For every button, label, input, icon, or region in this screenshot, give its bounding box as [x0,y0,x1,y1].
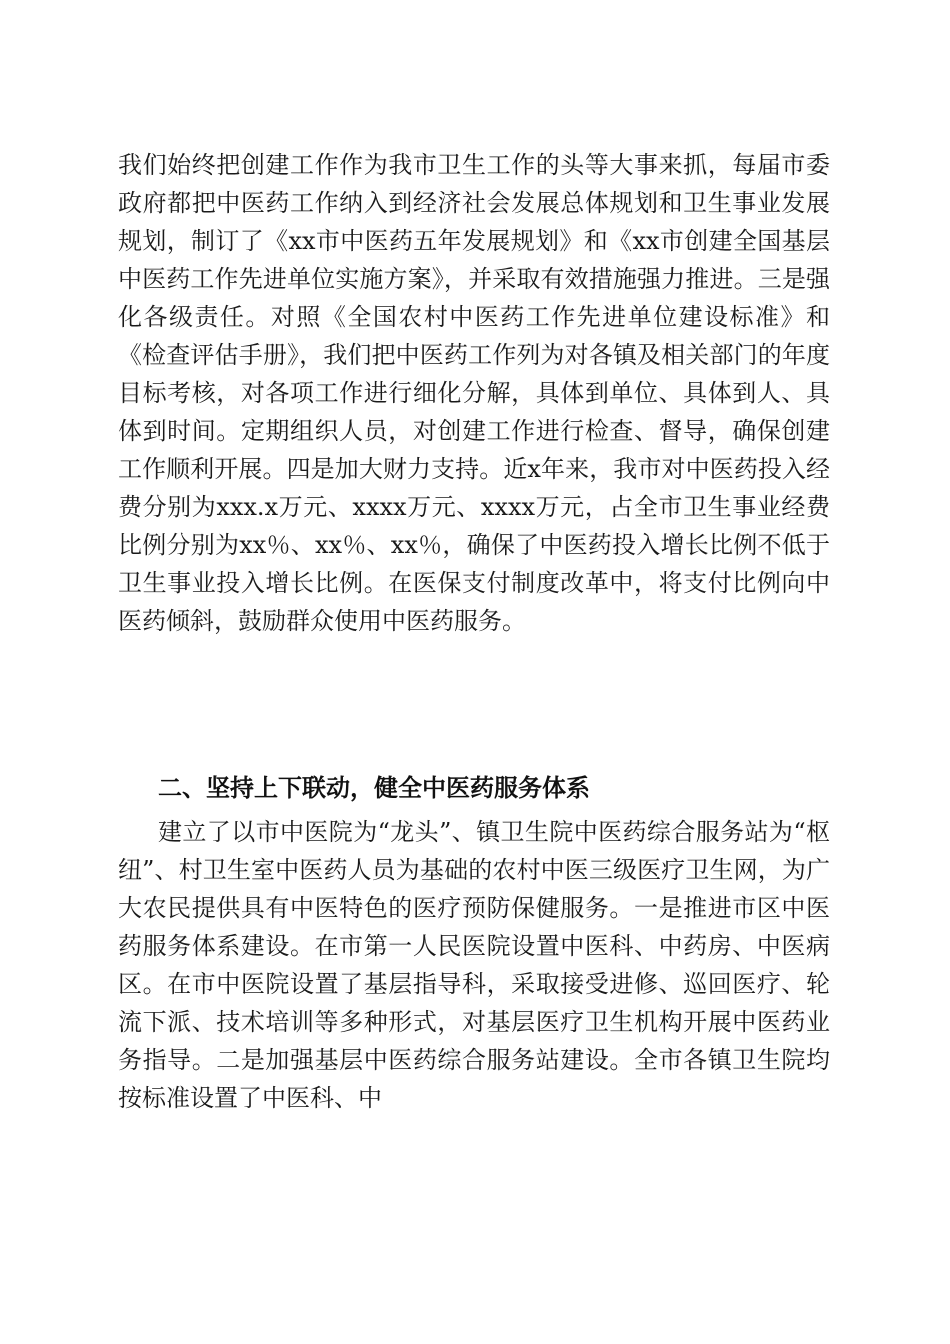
body-paragraph-2: 建立了以市中医院为“龙头”、镇卫生院中医药综合服务站为“枢纽”、村卫生室中医药人员为基础的农村中医三级医疗卫生网，为广大农民提供具有中医特色的医疗预防保健服务。一是推进市区中医药服务体系建设。在市第一人民医院设置中医科、中药房、中医病区。在市中医院设置了基层指导科，采取接受进修、巡回医疗、轮流下派、技术培训等多种形式，对基层医疗卫生机构开展中医药业务指导。二是加强基层中医药综合服务站建设。全市各镇卫生院均按标准设置了中医科、中 [118,818,830,1112]
section-heading: 二、坚持上下联动，健全中医药服务体系 [158,774,590,802]
body-paragraph-1: 我们始终把创建工作作为我市卫生工作的头等大事来抓，每届市委政府都把中医药工作纳入到经济社会发展总体规划和卫生事业发展规划，制订了《xx市中医药五年发展规划》和《xx市创建全国基层中医药工作先进单位实施方案》，并采取有效措施强力推进。三是强化各级责任。对照《全国农村中医药工作先进单位建设标准》和《检查评估手册》，我们把中医药工作列为对各镇及相关部门的年度目标考核，对各项工作进行细化分解，具体到单位、具体到人、具体到时间。定期组织人员，对创建工作进行检查、督导，确保创建工作顺利开展。四是加大财力支持。近x年来，我市对中医药投入经费分别为xxx.x万元、xxxx万元、xxxx万元，占全市卫生事业经费比例分别为xx％、xx％、xx％，确保了中医药投入增长比例不低于卫生事业投入增长比例。在医保支付制度改革中，将支付比例向中医药倾斜，鼓励群众使用中医药服务。 [118,151,830,635]
